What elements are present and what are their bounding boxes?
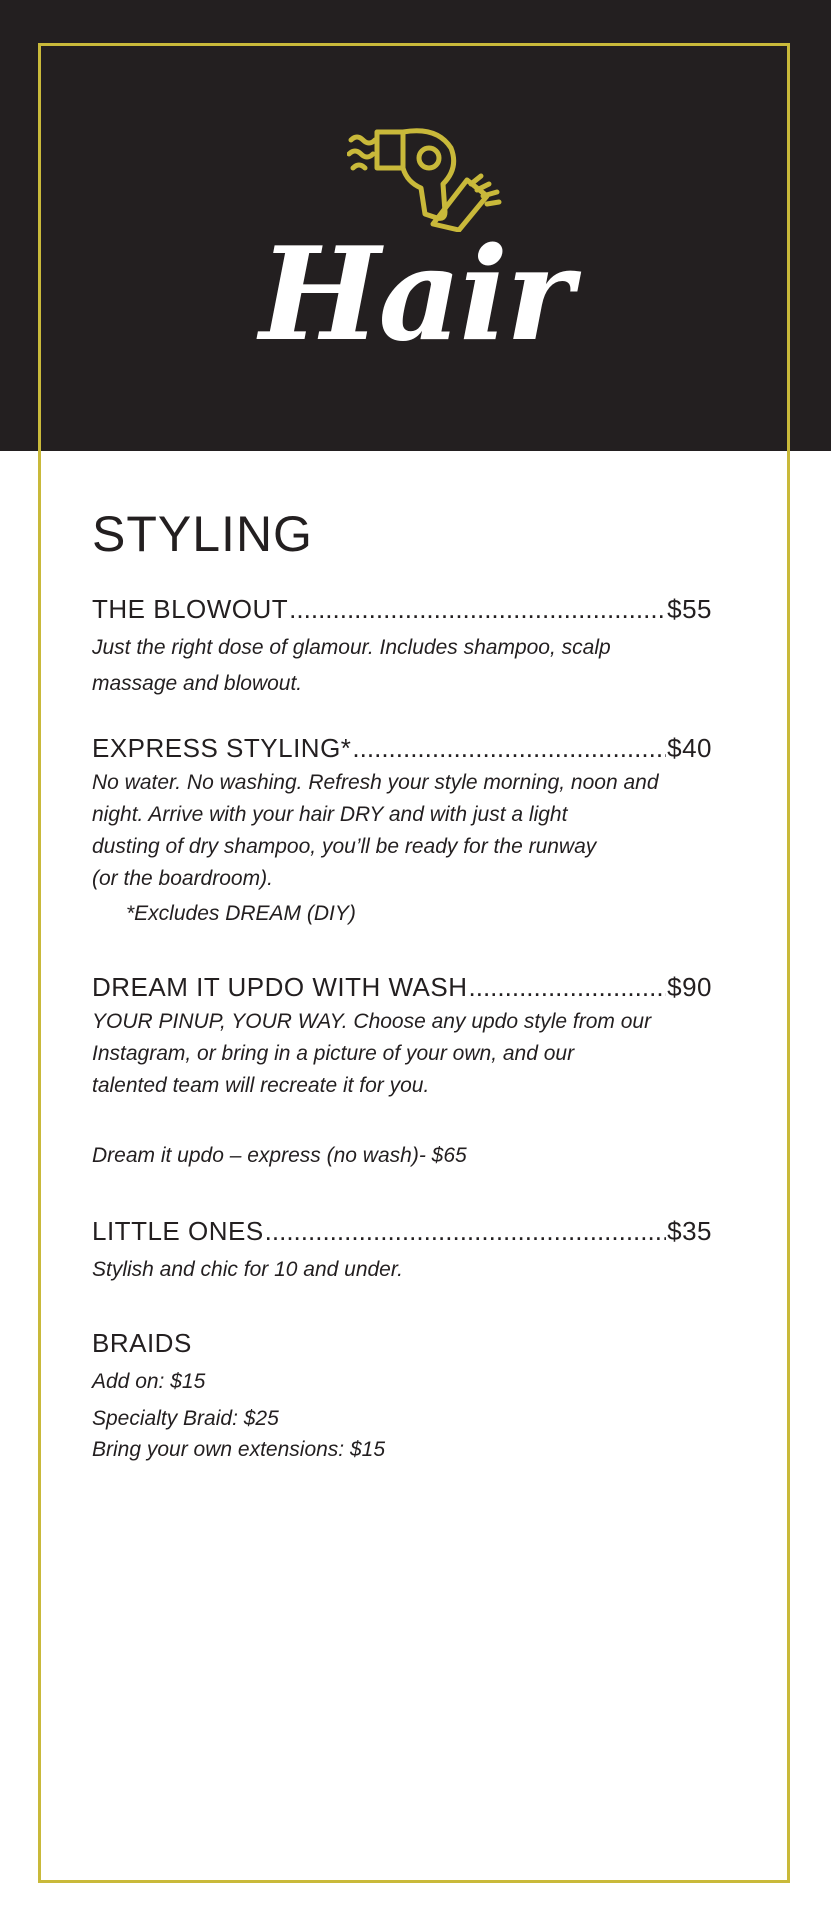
- item-name: EXPRESS STYLING*: [92, 733, 352, 763]
- braids-line: Specialty Braid: $25: [92, 1407, 279, 1430]
- item-note: *Excludes DREAM (DIY): [126, 902, 356, 925]
- item-name: LITTLE ONES: [92, 1216, 264, 1246]
- description-line: No water. No washing. Refresh your style morning, noon and: [92, 771, 659, 794]
- item-price: $35: [667, 1216, 712, 1246]
- item-price: $40: [667, 733, 712, 763]
- dot-leader: [352, 731, 666, 765]
- item-price: $90: [667, 972, 712, 1002]
- braids-heading: BRAIDS: [92, 1328, 192, 1358]
- dot-leader: [469, 970, 667, 1004]
- item-description: [92, 1006, 732, 1102]
- dot-leader: [265, 1214, 666, 1248]
- description-line: night. Arrive with your hair DRY and with just a light: [92, 803, 568, 826]
- item-price: $55: [667, 594, 712, 624]
- menu-item-row: [92, 970, 712, 1004]
- item-description: [92, 767, 732, 895]
- item-extra: Dream it updo – express (no wash)- $65: [92, 1144, 467, 1167]
- dot-leader: [289, 592, 666, 626]
- description-line: Just the right dose of glamour. Includes shampoo, scalp: [92, 636, 611, 659]
- menu-item-row: [92, 592, 712, 626]
- description-line: YOUR PINUP, YOUR WAY. Choose any updo style from our: [92, 1010, 652, 1033]
- hair-dryer-and-comb-icon: [347, 124, 503, 232]
- braids-line: Bring your own extensions: $15: [92, 1438, 386, 1461]
- page-title: Hair: [259, 220, 572, 370]
- item-description: [92, 632, 732, 700]
- description-line: Instagram, or bring in a picture of your own, and our: [92, 1042, 575, 1065]
- item-name: DREAM IT UPDO WITH WASH: [92, 972, 468, 1002]
- braids-line: Add on: $15: [92, 1370, 206, 1393]
- description-line: dusting of dry shampoo, you’ll be ready for the runway: [92, 835, 597, 858]
- description-line: (or the boardroom).: [92, 867, 273, 890]
- menu-item-row: [92, 731, 712, 765]
- section-title: STYLING: [92, 506, 313, 562]
- description-line: massage and blowout.: [92, 672, 303, 695]
- item-name: THE BLOWOUT: [92, 594, 289, 624]
- item-description: [92, 1254, 732, 1286]
- description-line: Stylish and chic for 10 and under.: [92, 1258, 403, 1281]
- menu-item-row: [92, 1214, 712, 1248]
- description-line: talented team will recreate it for you.: [92, 1074, 430, 1097]
